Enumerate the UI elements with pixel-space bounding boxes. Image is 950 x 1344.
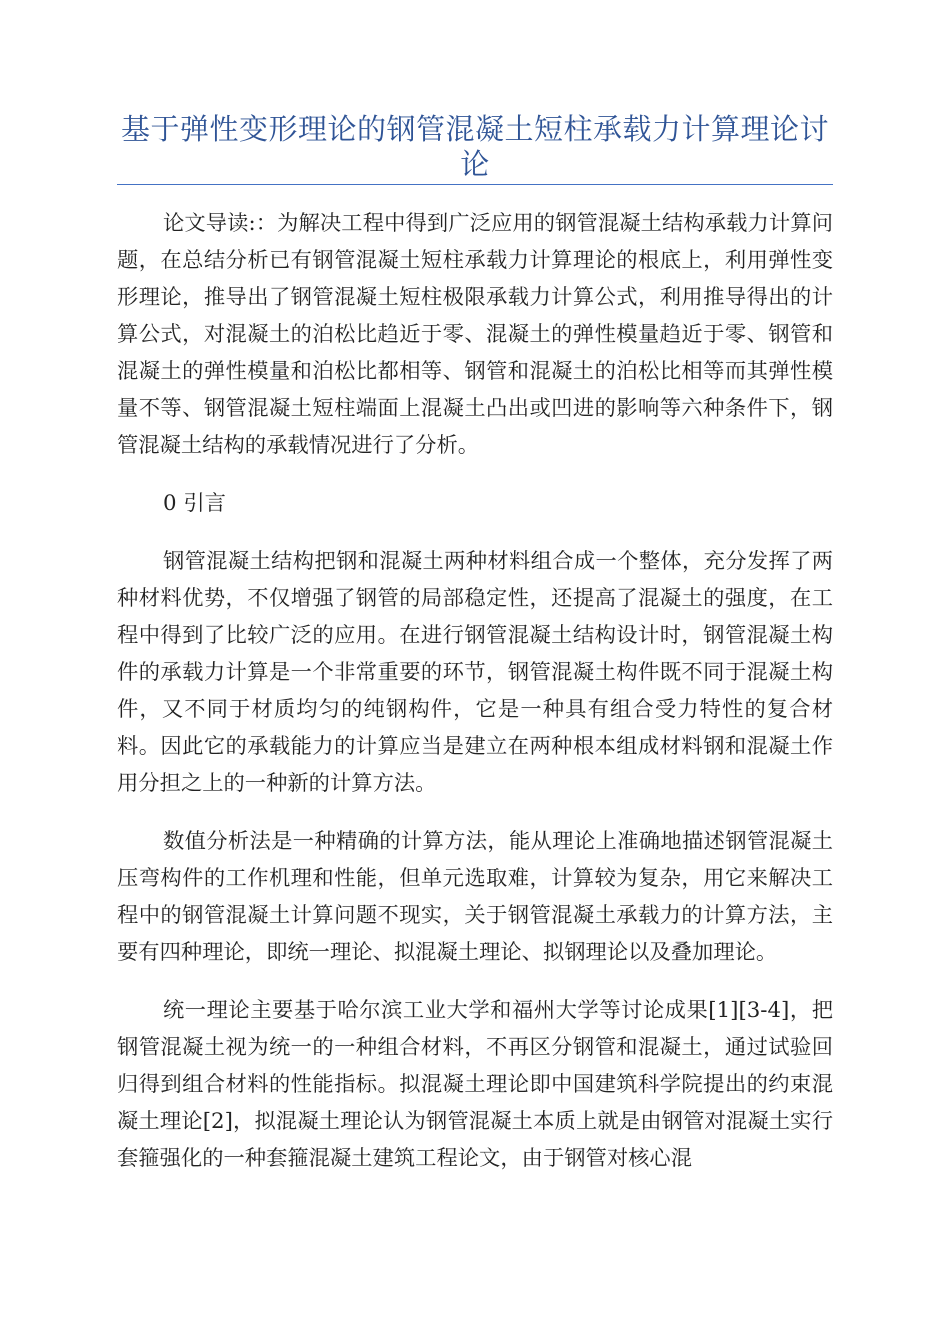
title-divider: [117, 184, 833, 185]
body-paragraph: 钢管混凝土结构把钢和混凝土两种材料组合成一个整体，充分发挥了两种材料优势，不仅增强了钢管的局部稳定性，还提高了混凝土的强度，在工程中得到了比较广泛的应用。在进行钢管混凝土结构设计时，钢管混凝土构件的承载力计算是一个非常重要的环节，钢管混凝土构件既不同于混凝土构件，又不同于材质均匀的纯钢构件，它是一种具有组合受力特性的复合材料。因此它的承载能力的计算应当是建立在两种根本组成材料钢和混凝土作用分担之上的一种新的计算方法。: [117, 549, 833, 796]
body-paragraph: 数值分析法是一种精确的计算方法，能从理论上准确地描述钢管混凝土压弯构件的工作机理和性能，但单元选取难，计算较为复杂，用它来解决工程中的钢管混凝土计算问题不现实，关于钢管混凝土承载力的计算方法，主要有四种理论，即统一理论、拟混凝土理论、拟钢理论以及叠加理论。: [117, 829, 833, 965]
document-body: [117, 205, 833, 1198]
body-paragraph: 统一理论主要基于哈尔滨工业大学和福州大学等讨论成果[1][3-4]，把钢管混凝土视为统一的一种组合材料，不再区分钢管和混凝土，通过试验回归得到组合材料的性能指标。拟混凝土理论即中国建筑科学院提出的约束混凝土理论[2]，拟混凝土理论认为钢管混凝土本质上就是由钢管对混凝土实行套箍强化的一种套箍混凝土建筑工程论文，由于钢管对核心混: [117, 998, 833, 1171]
abstract-paragraph: 论文导读:：为解决工程中得到广泛应用的钢管混凝土结构承载力计算问题，在总结分析已有钢管混凝土短柱承载力计算理论的根底上，利用弹性变形理论，推导出了钢管混凝土短柱极限承载力计算公式，利用推导得出的计算公式，对混凝土的泊松比趋近于零、混凝土的弹性模量趋近于零、钢管和混凝土的弹性模量和泊松比都相等、钢管和混凝土的泊松比相等而其弹性模量不等、钢管混凝土短柱端面上混凝土凸出或凹进的影响等六种条件下，钢管混凝土结构的承载情况进行了分析。: [117, 211, 833, 458]
document-title: 基于弹性变形理论的钢管混凝土短柱承载力计算理论讨论: [120, 112, 829, 181]
section-heading-introduction: 0 引言: [163, 491, 226, 516]
